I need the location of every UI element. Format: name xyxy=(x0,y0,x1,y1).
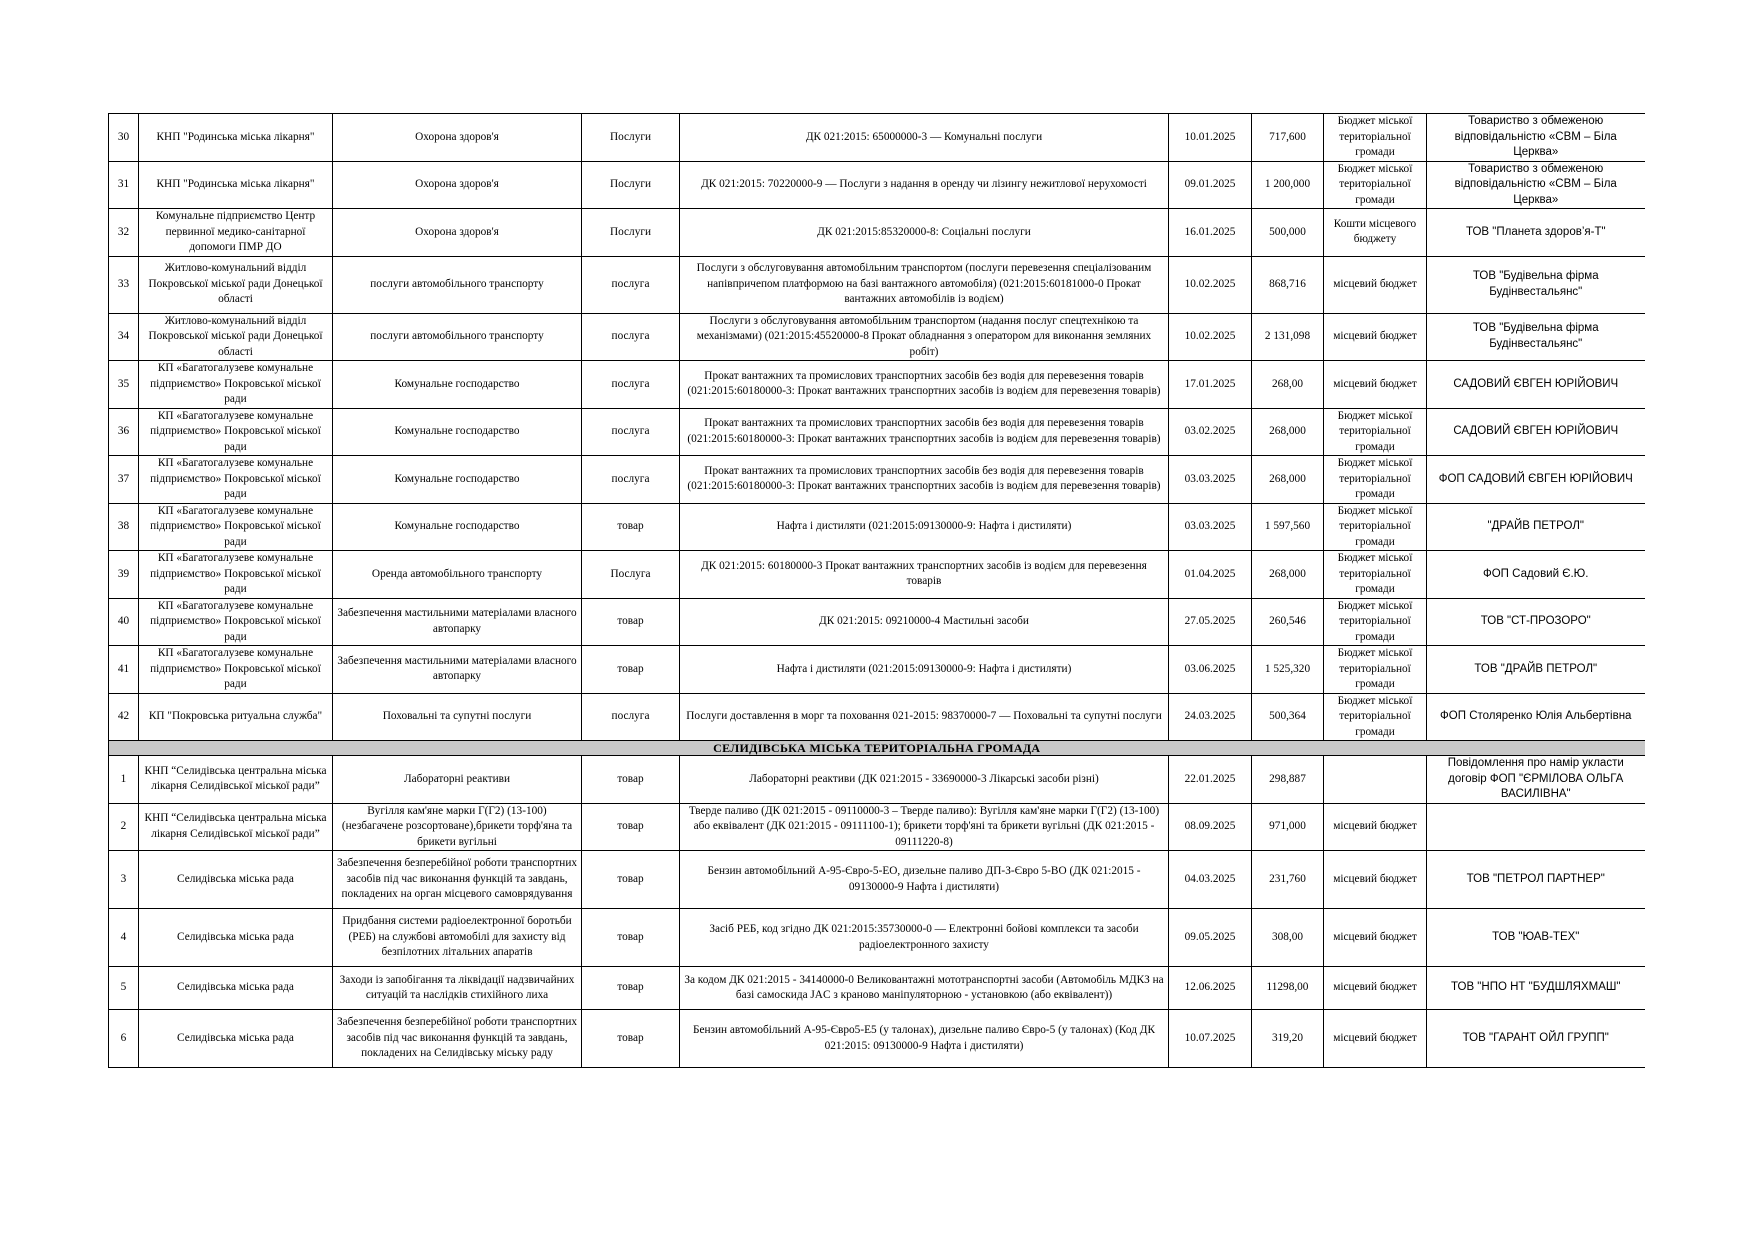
customer-cell: КП «Багатогалузеве комунальне підприємство» Покровської міської ради xyxy=(139,503,333,551)
customer-cell: Житлово-комунальний відділ Покровської міської ради Донецької області xyxy=(139,256,333,313)
customer-cell: Селидівська міська рада xyxy=(139,851,333,909)
cpv-code-cell: ДК 021:2015: 65000000-3 — Комунальні послуги xyxy=(680,114,1169,162)
type-cell: Послуги xyxy=(582,209,680,257)
supplier-cell: Товариство з обмеженою відповідальністю «СВМ – Біла Церква» xyxy=(1427,114,1645,162)
date-cell: 09.01.2025 xyxy=(1169,161,1252,209)
cpv-code-cell: Послуги з обслуговування автомобільним транспортом (послуги перевезення спеціалізованим напівпричепом платформою на базі вантажного автомобіля) (021:2015:60181000-0 Прокат вантажних автомобілів із водієм) xyxy=(680,256,1169,313)
funding-source-cell: місцевий бюджет xyxy=(1324,361,1427,409)
subject-cell: Комунальне господарство xyxy=(333,361,582,409)
date-cell: 08.09.2025 xyxy=(1169,803,1252,851)
amount-cell: 1 200,000 xyxy=(1252,161,1324,209)
type-cell: товар xyxy=(582,967,680,1010)
amount-cell: 868,716 xyxy=(1252,256,1324,313)
date-cell: 03.03.2025 xyxy=(1169,503,1252,551)
funding-source-cell: місцевий бюджет xyxy=(1324,909,1427,967)
funding-source-cell: Бюджет міської територіальної громади xyxy=(1324,503,1427,551)
cpv-code-cell: Прокат вантажних та промислових транспортних засобів без водія для перевезення товарів (021:2015:60180000-3: Прокат вантажних транспортних засобів із водієм для перевезення товарів) xyxy=(680,456,1169,504)
customer-cell: КП «Багатогалузеве комунальне підприємство» Покровської міської ради xyxy=(139,598,333,646)
table-row xyxy=(109,114,1645,162)
amount-cell: 268,000 xyxy=(1252,551,1324,599)
customer-cell: КП «Багатогалузеве комунальне підприємство» Покровської міської ради xyxy=(139,551,333,599)
customer-cell: КП «Багатогалузеве комунальне підприємство» Покровської міської ради xyxy=(139,646,333,694)
funding-source-cell: місцевий бюджет xyxy=(1324,313,1427,361)
type-cell: товар xyxy=(582,803,680,851)
subject-cell: Лабораторні реактиви xyxy=(333,756,582,804)
amount-cell: 1 597,560 xyxy=(1252,503,1324,551)
table-row xyxy=(109,803,1645,851)
cpv-code-cell: ДК 021:2015: 70220000-9 — Послуги з надання в оренду чи лізингу нежитлової нерухомості xyxy=(680,161,1169,209)
subject-cell: Комунальне господарство xyxy=(333,456,582,504)
supplier-cell: "ДРАЙВ ПЕТРОЛ" xyxy=(1427,503,1645,551)
type-cell: Послуги xyxy=(582,161,680,209)
supplier-cell: ТОВ "ДРАЙВ ПЕТРОЛ" xyxy=(1427,646,1645,694)
type-cell: товар xyxy=(582,909,680,967)
customer-cell: КНП “Селидівська центральна міська лікарня Селидівської міської ради” xyxy=(139,803,333,851)
row-number: 30 xyxy=(109,114,139,162)
customer-cell: Житлово-комунальний відділ Покровської міської ради Донецької області xyxy=(139,313,333,361)
amount-cell: 971,000 xyxy=(1252,803,1324,851)
amount-cell: 500,364 xyxy=(1252,693,1324,741)
section-rows-pokrovsk xyxy=(109,114,1645,741)
row-number: 2 xyxy=(109,803,139,851)
cpv-code-cell: ДК 021:2015: 09210000-4 Мастильні засоби xyxy=(680,598,1169,646)
customer-cell: Селидівська міська рада xyxy=(139,967,333,1010)
row-number: 38 xyxy=(109,503,139,551)
table-row xyxy=(109,851,1645,909)
amount-cell: 319,20 xyxy=(1252,1010,1324,1068)
row-number: 33 xyxy=(109,256,139,313)
subject-cell: Комунальне господарство xyxy=(333,503,582,551)
row-number: 31 xyxy=(109,161,139,209)
table-row xyxy=(109,313,1645,361)
row-number: 5 xyxy=(109,967,139,1010)
type-cell: послуга xyxy=(582,456,680,504)
row-number: 4 xyxy=(109,909,139,967)
customer-cell: КНП "Родинська міська лікарня" xyxy=(139,114,333,162)
type-cell: Послуга xyxy=(582,551,680,599)
date-cell: 10.07.2025 xyxy=(1169,1010,1252,1068)
amount-cell: 308,00 xyxy=(1252,909,1324,967)
supplier-cell: ТОВ "СТ-ПРОЗОРО" xyxy=(1427,598,1645,646)
funding-source-cell: місцевий бюджет xyxy=(1324,256,1427,313)
table-row xyxy=(109,503,1645,551)
amount-cell: 11298,00 xyxy=(1252,967,1324,1010)
subject-cell: Поховальні та супутні послуги xyxy=(333,693,582,741)
supplier-cell: ФОП Садовий Є.Ю. xyxy=(1427,551,1645,599)
cpv-code-cell: Бензин автомобільний А-95-Євро-5-ЕО, дизельне паливо ДП-З-Євро 5-ВО (ДК 021:2015 - 09130000-9 Нафта і дистиляти) xyxy=(680,851,1169,909)
supplier-cell: САДОВИЙ ЄВГЕН ЮРІЙОВИЧ xyxy=(1427,408,1645,456)
subject-cell: Забезпечення мастильними матеріалами власного автопарку xyxy=(333,598,582,646)
amount-cell: 717,600 xyxy=(1252,114,1324,162)
amount-cell: 298,887 xyxy=(1252,756,1324,804)
funding-source-cell: Бюджет міської територіальної громади xyxy=(1324,551,1427,599)
section-title-row xyxy=(109,741,1645,756)
cpv-code-cell: Прокат вантажних та промислових транспортних засобів без водія для перевезення товарів (021:2015:60180000-3: Прокат вантажних транспортних засобів із водієм для перевезення товарів) xyxy=(680,408,1169,456)
date-cell: 01.04.2025 xyxy=(1169,551,1252,599)
supplier-cell: Товариство з обмеженою відповідальністю «СВМ – Біла Церква» xyxy=(1427,161,1645,209)
date-cell: 03.06.2025 xyxy=(1169,646,1252,694)
cpv-code-cell: Послуги з обслуговування автомобільним транспортом (надання послуг спецтехнікою та механізмами) (021:2015:45520000-8 Прокат обладнання з оператором для виконання земляних робіт) xyxy=(680,313,1169,361)
row-number: 1 xyxy=(109,756,139,804)
table-row xyxy=(109,408,1645,456)
table-row xyxy=(109,598,1645,646)
funding-source-cell: місцевий бюджет xyxy=(1324,967,1427,1010)
cpv-code-cell: ДК 021:2015: 60180000-3 Прокат вантажних транспортних засобів із водієм для перевезення товарів xyxy=(680,551,1169,599)
subject-cell: Охорона здоров'я xyxy=(333,161,582,209)
amount-cell: 1 525,320 xyxy=(1252,646,1324,694)
row-number: 40 xyxy=(109,598,139,646)
row-number: 42 xyxy=(109,693,139,741)
table-row xyxy=(109,1010,1645,1068)
table-row xyxy=(109,361,1645,409)
customer-cell: Комунальне підприємство Центр первинної медико-санітарної допомоги ПМР ДО xyxy=(139,209,333,257)
supplier-cell: ТОВ "ПЕТРОЛ ПАРТНЕР" xyxy=(1427,851,1645,909)
supplier-cell: ФОП Столяренко Юлія Альбертівна xyxy=(1427,693,1645,741)
subject-cell: послуги автомобільного транспорту xyxy=(333,256,582,313)
supplier-cell: ТОВ "НПО НТ "БУДШЛЯХМАШ" xyxy=(1427,967,1645,1010)
customer-cell: КНП “Селидівська центральна міська лікарня Селидівської міської ради” xyxy=(139,756,333,804)
amount-cell: 268,00 xyxy=(1252,361,1324,409)
funding-source-cell: Бюджет міської територіальної громади xyxy=(1324,598,1427,646)
customer-cell: КНП "Родинська міська лікарня" xyxy=(139,161,333,209)
cpv-code-cell: Бензин автомобільний А-95-Євро5-Е5 (у талонах), дизельне паливо Євро-5 (у талонах) (Код ДК 021:2015: 09130000-9 Нафта і дистиляти) xyxy=(680,1010,1169,1068)
funding-source-cell: Бюджет міської територіальної громади xyxy=(1324,114,1427,162)
table-row xyxy=(109,693,1645,741)
subject-cell: Охорона здоров'я xyxy=(333,209,582,257)
table-row xyxy=(109,756,1645,804)
section-header xyxy=(109,741,1645,756)
date-cell: 03.02.2025 xyxy=(1169,408,1252,456)
subject-cell: Придбання системи радіоелектронної боротьби (РЕБ) на службові автомобілі для захисту від безпілотних літальних апаратів xyxy=(333,909,582,967)
date-cell: 17.01.2025 xyxy=(1169,361,1252,409)
procurement-table xyxy=(108,113,1645,1068)
type-cell: товар xyxy=(582,1010,680,1068)
supplier-cell: ТОВ "Планета здоров’я-Т" xyxy=(1427,209,1645,257)
date-cell: 12.06.2025 xyxy=(1169,967,1252,1010)
date-cell: 10.02.2025 xyxy=(1169,313,1252,361)
type-cell: Послуги xyxy=(582,114,680,162)
customer-cell: Селидівська міська рада xyxy=(139,909,333,967)
cpv-code-cell: ДК 021:2015:85320000-8: Соціальні послуги xyxy=(680,209,1169,257)
amount-cell: 268,000 xyxy=(1252,456,1324,504)
date-cell: 27.05.2025 xyxy=(1169,598,1252,646)
supplier-cell: ТОВ "Будівельна фірма Будінвестальянс" xyxy=(1427,256,1645,313)
funding-source-cell: місцевий бюджет xyxy=(1324,851,1427,909)
type-cell: товар xyxy=(582,646,680,694)
date-cell: 10.01.2025 xyxy=(1169,114,1252,162)
date-cell: 03.03.2025 xyxy=(1169,456,1252,504)
supplier-cell xyxy=(1427,803,1645,851)
cpv-code-cell: Прокат вантажних та промислових транспортних засобів без водія для перевезення товарів (021:2015:60180000-3: Прокат вантажних транспортних засобів із водієм для перевезення товарів) xyxy=(680,361,1169,409)
customer-cell: КП "Покровська ритуальна служба" xyxy=(139,693,333,741)
type-cell: послуга xyxy=(582,361,680,409)
cpv-code-cell: За кодом ДК 021:2015 - 34140000-0 Великовантажні мототранспортні засоби (Автомобіль МДКЗ на базі самоскида JAC з краново маніпуляторною - установкою (або еквівалент)) xyxy=(680,967,1169,1010)
supplier-cell: ФОП САДОВИЙ ЄВГЕН ЮРІЙОВИЧ xyxy=(1427,456,1645,504)
amount-cell: 268,000 xyxy=(1252,408,1324,456)
type-cell: товар xyxy=(582,756,680,804)
customer-cell: КП «Багатогалузеве комунальне підприємство» Покровської міської ради xyxy=(139,361,333,409)
funding-source-cell: місцевий бюджет xyxy=(1324,803,1427,851)
table-row xyxy=(109,967,1645,1010)
funding-source-cell: Бюджет міської територіальної громади xyxy=(1324,646,1427,694)
row-number: 37 xyxy=(109,456,139,504)
table-row xyxy=(109,209,1645,257)
type-cell: послуга xyxy=(582,313,680,361)
amount-cell: 500,000 xyxy=(1252,209,1324,257)
row-number: 41 xyxy=(109,646,139,694)
subject-cell: Заходи із запобігання та ліквідації надзвичайних ситуацій та наслідків стихійного лиха xyxy=(333,967,582,1010)
type-cell: товар xyxy=(582,598,680,646)
subject-cell: Комунальне господарство xyxy=(333,408,582,456)
funding-source-cell: місцевий бюджет xyxy=(1324,1010,1427,1068)
date-cell: 22.01.2025 xyxy=(1169,756,1252,804)
funding-source-cell xyxy=(1324,756,1427,804)
supplier-cell: ТОВ "Будівельна фірма Будінвестальянс" xyxy=(1427,313,1645,361)
table-row xyxy=(109,909,1645,967)
date-cell: 16.01.2025 xyxy=(1169,209,1252,257)
row-number: 32 xyxy=(109,209,139,257)
supplier-cell: ТОВ "ГАРАНТ ОЙЛ ГРУПП" xyxy=(1427,1010,1645,1068)
subject-cell: Забезпечення безперебійної роботи транспортних засобів під час виконання функцій та завдань, покладених на орган місцевого самоврядування xyxy=(333,851,582,909)
cpv-code-cell: Тверде паливо (ДК 021:2015 - 09110000-3 – Тверде паливо): Вугілля кам'яне марки Г(Г2) (13-100) або еквівалент (ДК 021:2015 - 09111100-1); брикети торф'яні та брикети вугільні (ДК 021:2015 - 09111220-8) xyxy=(680,803,1169,851)
cpv-code-cell: Засіб РЕБ, код згідно ДК 021:2015:35730000-0 — Електронні бойові комплекси та засоби радіоелектронного захисту xyxy=(680,909,1169,967)
funding-source-cell: Бюджет міської територіальної громади xyxy=(1324,161,1427,209)
table-row xyxy=(109,551,1645,599)
funding-source-cell: Бюджет міської територіальної громади xyxy=(1324,408,1427,456)
date-cell: 09.05.2025 xyxy=(1169,909,1252,967)
table-row xyxy=(109,646,1645,694)
type-cell: послуга xyxy=(582,256,680,313)
date-cell: 04.03.2025 xyxy=(1169,851,1252,909)
supplier-cell: САДОВИЙ ЄВГЕН ЮРІЙОВИЧ xyxy=(1427,361,1645,409)
row-number: 35 xyxy=(109,361,139,409)
row-number: 39 xyxy=(109,551,139,599)
amount-cell: 260,546 xyxy=(1252,598,1324,646)
customer-cell: КП «Багатогалузеве комунальне підприємство» Покровської міської ради xyxy=(139,408,333,456)
table-row xyxy=(109,456,1645,504)
amount-cell: 231,760 xyxy=(1252,851,1324,909)
date-cell: 24.03.2025 xyxy=(1169,693,1252,741)
section-title: СЕЛИДІВСЬКА МІСЬКА ТЕРИТОРІАЛЬНА ГРОМАДА xyxy=(109,741,1645,756)
supplier-cell: Повідомлення про намір укласти договір ФОП "ЄРМІЛОВА ОЛЬГА ВАСИЛІВНА" xyxy=(1427,756,1645,804)
cpv-code-cell: Лабораторні реактиви (ДК 021:2015 - 33690000-3 Лікарські засоби різні) xyxy=(680,756,1169,804)
type-cell: послуга xyxy=(582,408,680,456)
subject-cell: Забезпечення безперебійної роботи транспортних засобів під час виконання функцій та завдань, покладених на Селидівську міську раду xyxy=(333,1010,582,1068)
funding-source-cell: Бюджет міської територіальної громади xyxy=(1324,456,1427,504)
cpv-code-cell: Нафта і дистиляти (021:2015:09130000-9: Нафта і дистиляти) xyxy=(680,503,1169,551)
amount-cell: 2 131,098 xyxy=(1252,313,1324,361)
subject-cell: Оренда автомобільного транспорту xyxy=(333,551,582,599)
type-cell: товар xyxy=(582,851,680,909)
cpv-code-cell: Нафта і дистиляти (021:2015:09130000-9: Нафта і дистиляти) xyxy=(680,646,1169,694)
subject-cell: послуги автомобільного транспорту xyxy=(333,313,582,361)
funding-source-cell: Бюджет міської територіальної громади xyxy=(1324,693,1427,741)
row-number: 6 xyxy=(109,1010,139,1068)
subject-cell: Охорона здоров'я xyxy=(333,114,582,162)
date-cell: 10.02.2025 xyxy=(1169,256,1252,313)
type-cell: товар xyxy=(582,503,680,551)
customer-cell: КП «Багатогалузеве комунальне підприємство» Покровської міської ради xyxy=(139,456,333,504)
customer-cell: Селидівська міська рада xyxy=(139,1010,333,1068)
supplier-cell: ТОВ "ЮАВ-ТЕХ" xyxy=(1427,909,1645,967)
type-cell: послуга xyxy=(582,693,680,741)
row-number: 34 xyxy=(109,313,139,361)
cpv-code-cell: Послуги доставлення в морг та поховання 021-2015: 98370000-7 — Поховальні та супутні послуги xyxy=(680,693,1169,741)
subject-cell: Забезпечення мастильними матеріалами власного автопарку xyxy=(333,646,582,694)
table-row xyxy=(109,256,1645,313)
subject-cell: Вугілля кам'яне марки Г(Г2) (13-100) (незбагачене розсортоване),брикети торф'яна та брикети вугільні xyxy=(333,803,582,851)
row-number: 3 xyxy=(109,851,139,909)
table-row xyxy=(109,161,1645,209)
section-rows-selydove xyxy=(109,756,1645,1068)
funding-source-cell: Кошти місцевого бюджету xyxy=(1324,209,1427,257)
row-number: 36 xyxy=(109,408,139,456)
